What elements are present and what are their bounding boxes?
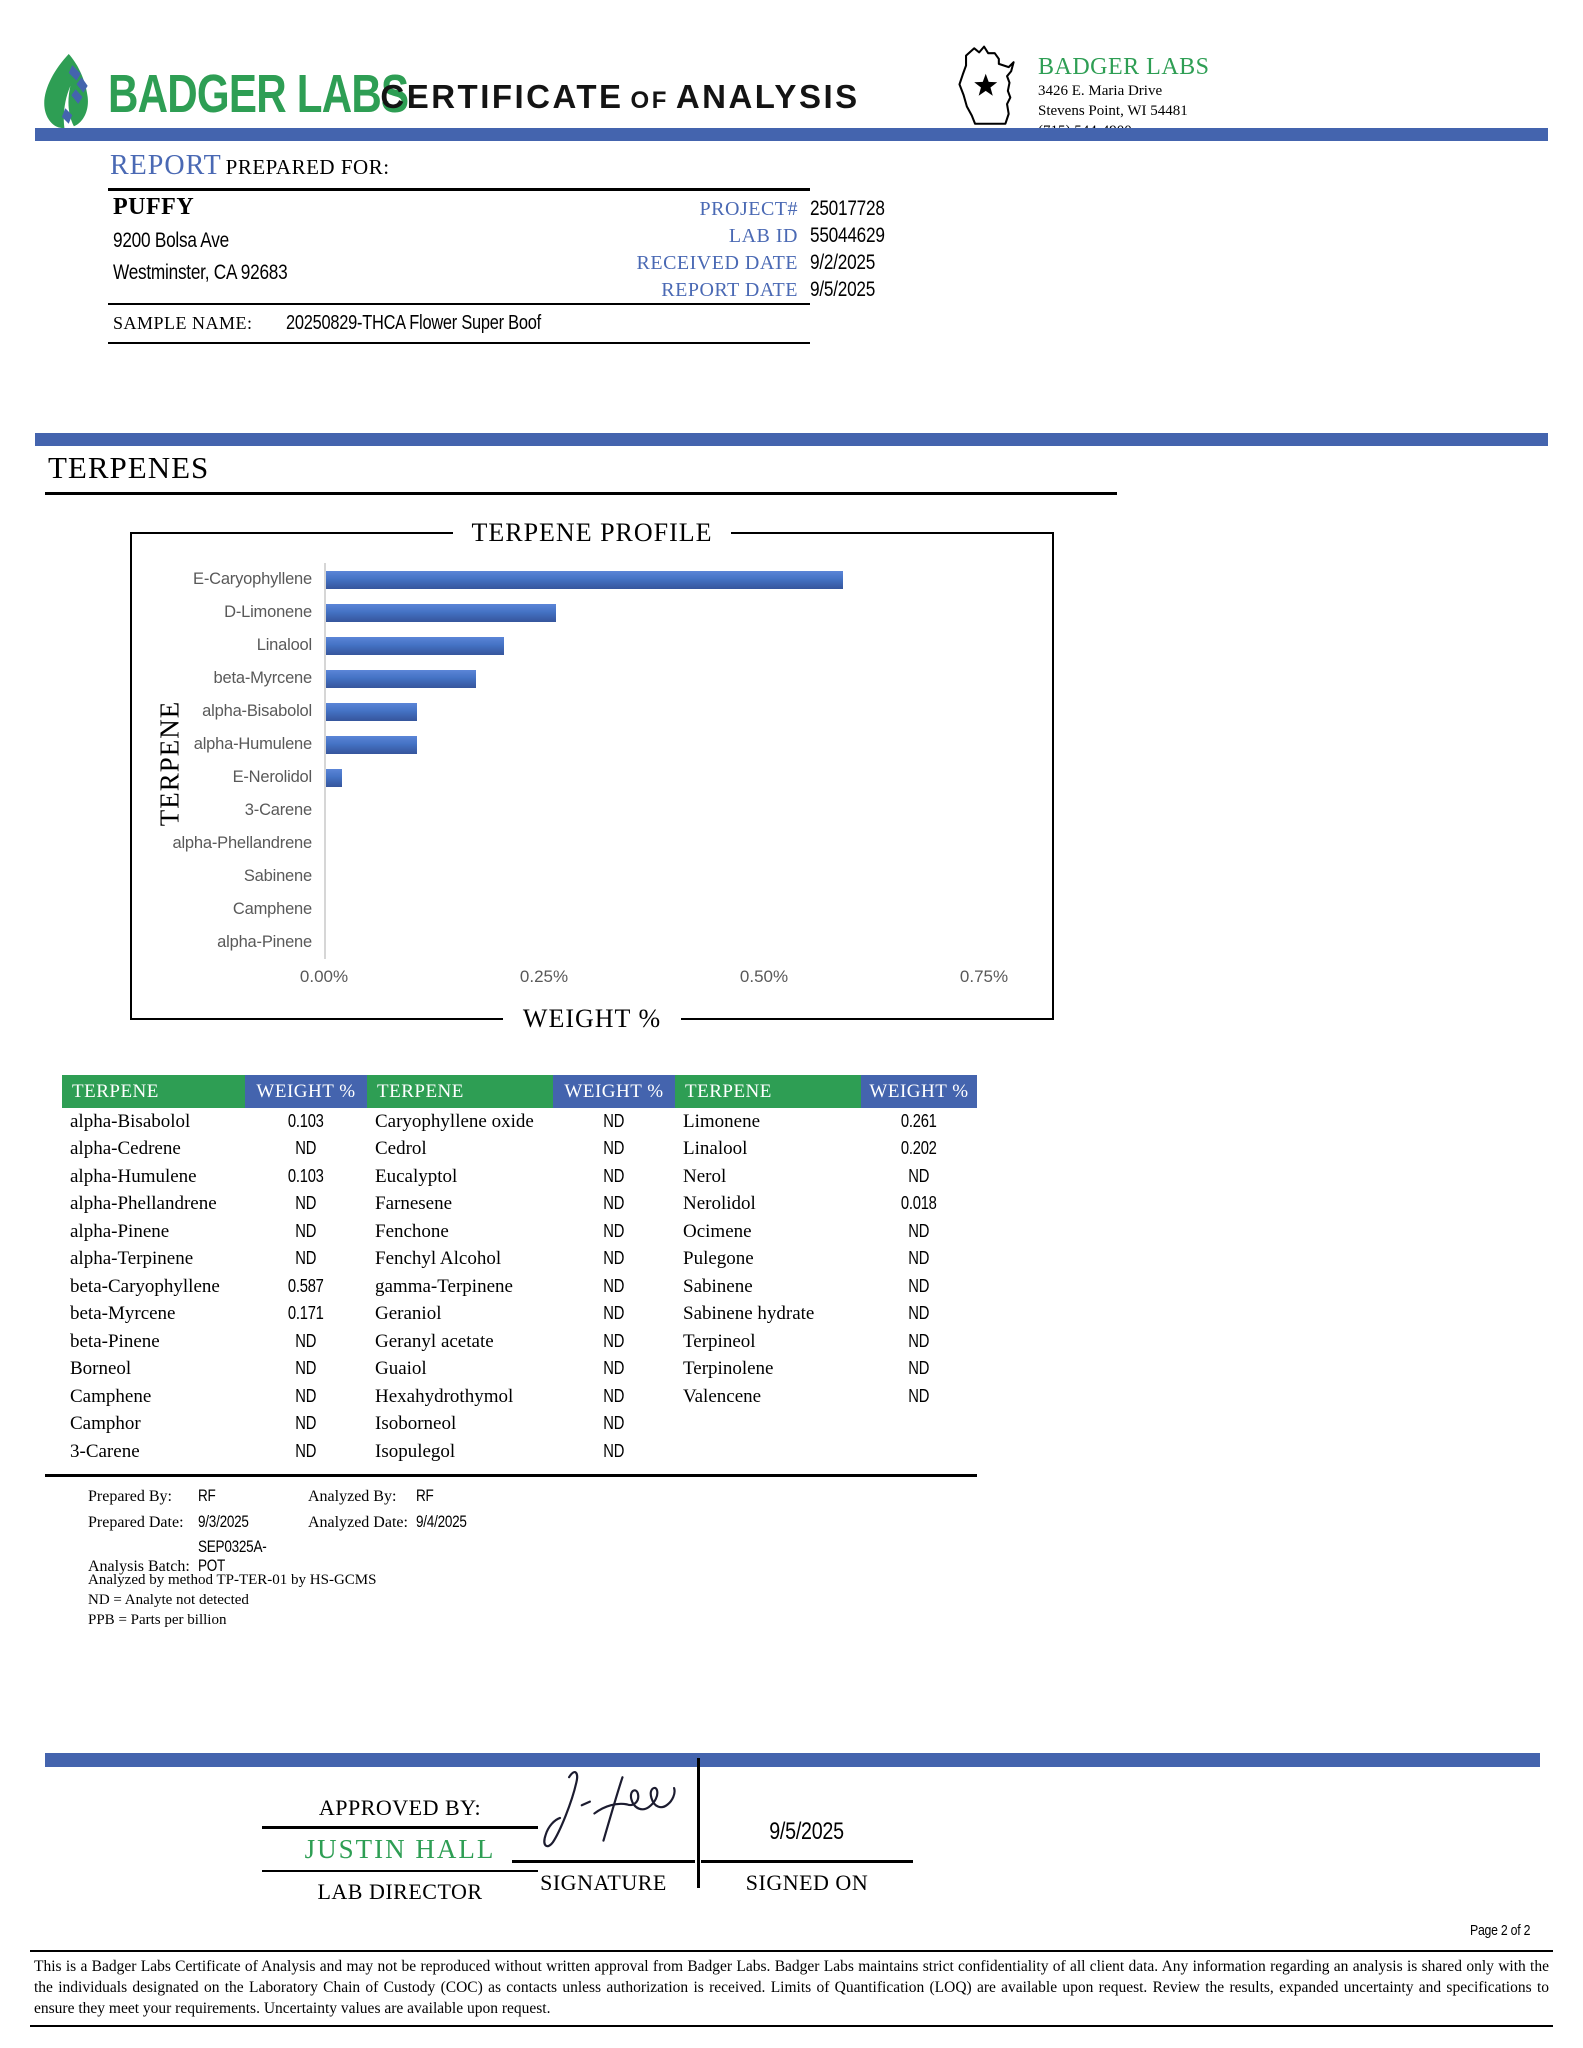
chart-row [152,761,1042,794]
terpene-name-cell: Geraniol [375,1303,442,1325]
chart-bar-track [324,728,1042,761]
terpene-weight-value: ND [295,1220,317,1241]
terpene-weight-value: ND [295,1413,317,1434]
client-address-line2: Westminster, CA 92683 [113,261,288,284]
chart-bar-track [324,761,1042,794]
chart-bar-track [324,827,1042,860]
terpene-name-cell: Sabinene [683,1275,753,1297]
terpene-name-cell: Ocimene [683,1220,752,1242]
chart-bar [326,769,342,787]
rule-above-sample [108,303,810,305]
chart-row [152,695,1042,728]
chart-category-label: D-Limonene [224,603,312,621]
chart-row [152,728,1042,761]
x-tick-label: 0.00% [299,967,349,986]
terpene-weight-value: ND [603,1275,625,1296]
logo-wordmark: BADGER LABS [108,63,409,124]
chart-bar-track [324,629,1042,662]
terpene-weight-value: ND [908,1220,930,1241]
col-header-weight-3: WEIGHT % [861,1075,977,1108]
chart-category-label: alpha-Pinene [217,933,312,951]
chart-row [152,794,1042,827]
terpene-name-cell: alpha-Humulene [70,1165,197,1187]
terpene-name-cell: alpha-Bisabolol [70,1110,191,1132]
client-address-line1: 9200 Bolsa Ave [113,229,229,252]
terpene-results-table [62,1075,977,1466]
terpene-weight-cell [861,1136,977,1164]
chart-bar [326,571,843,589]
terpene-name-cell: Geranyl acetate [375,1330,494,1352]
terpene-weight-value: ND [603,1248,625,1269]
rule-under-terpenes [45,492,1117,495]
leaf-logo-icon [36,50,98,137]
terpene-weight-value: ND [295,1385,317,1406]
terpene-weight-cell [245,1246,367,1274]
terpene-weight-cell [245,1328,367,1356]
terpene-name-cell: alpha-Phellandrene [70,1193,217,1215]
terpene-weight-cell [861,1191,977,1219]
terpene-weight-value: 0.018 [901,1193,937,1214]
disclaimer-text: This is a Badger Labs Certificate of Analysis and may not be reproduced without written approval from Badger Labs. Badger Labs maintains strict confidentiality of all client data. Any information regarding an analysis is shared only with the the individuals designated on the Laboratory Chain of Custody (COC) as contacts unless authorization is received. Limits of Quantification (LOQ) are available upon request. Review the results, expanded uncertainty and specifications to ensure they meet your requirements. Uncertainty values are available upon request. [30,1950,1553,2027]
lab-address-card [948,38,1210,141]
terpene-weight-value: 0.103 [288,1165,324,1186]
terpene-weight-cell [553,1301,675,1329]
signed-on-date: 9/5/2025 [769,1818,845,1845]
terpene-weight-cell [553,1383,675,1411]
terpene-weight-value: ND [603,1303,625,1324]
meta-row-project: PROJECT# 25017728 [699,197,885,220]
terpene-name-cell: beta-Caryophyllene [70,1275,220,1297]
chart-xlabel-row [130,1001,1054,1037]
col-header-weight-1: WEIGHT % [245,1075,367,1108]
chart-category-label: Linalool [256,636,312,654]
wisconsin-map-icon [948,38,1030,141]
table-row [62,1108,977,1136]
client-name: PUFFY [113,194,195,220]
table-row [62,1328,977,1356]
approved-by-line2 [262,1870,538,1873]
meta-row-received: RECEIVED DATE 9/2/2025 [636,251,876,274]
terpene-weight-cell [553,1218,675,1246]
terpene-weight-cell [861,1246,977,1274]
chart-bar-track [324,596,1042,629]
col-header-terpene-3: TERPENE [675,1075,861,1108]
terpene-name-cell: Farnesene [375,1193,453,1215]
terpene-weight-cell [245,1273,367,1301]
chart-xticks [299,959,1042,993]
terpene-name-cell: Cedrol [375,1138,427,1160]
table-row [62,1163,977,1191]
lab-director-role: LAB DIRECTOR [317,1879,483,1904]
report-meta [540,196,960,304]
chart-row [152,596,1042,629]
terpene-weight-value: ND [295,1138,317,1159]
terpene-weight-cell [553,1411,675,1439]
terpene-weight-cell [861,1218,977,1246]
terpene-name-cell: Guaiol [375,1358,427,1380]
terpene-name-cell: Hexahydrothymol [375,1385,514,1407]
terpene-weight-cell [245,1411,367,1439]
terpene-weight-cell [553,1108,675,1136]
table-row [62,1356,977,1384]
terpene-weight-value: 0.261 [901,1110,937,1131]
terpene-weight-value: ND [603,1330,625,1351]
chart-category-label: alpha-Phellandrene [172,834,312,852]
terpene-weight-cell [861,1411,977,1439]
rule-under-table [45,1474,977,1477]
page-number: Page 2 of 2 [1469,1922,1530,1939]
table-row [62,1191,977,1219]
chart-row [152,926,1042,959]
chart-bar-track [324,794,1042,827]
chart-title: TERPENE PROFILE [471,518,713,547]
signed-on-label: SIGNED ON [745,1870,869,1895]
terpene-weight-value: ND [295,1193,317,1214]
chart-bar [326,604,556,622]
terpene-weight-cell [245,1383,367,1411]
chart-category-label: Camphene [232,900,312,918]
document-title: CERTIFICATE OF ANALYSIS [380,78,860,115]
col-header-terpene-1: TERPENE [62,1075,245,1108]
terpene-name-cell: Camphor [70,1413,141,1435]
terpene-name-cell: beta-Pinene [70,1330,160,1352]
chart-y-axis-label: TERPENE [154,700,185,827]
terpene-name-cell: Limonene [683,1110,761,1132]
chart-plot-area [132,533,1052,993]
nd-note: ND = Analyte not detected [88,1592,249,1608]
table-row [62,1411,977,1439]
chart-bottom-line-left [130,1018,503,1021]
terpene-name-cell: Sabinene hydrate [683,1303,815,1325]
terpene-name-cell [675,1438,861,1466]
chart-row [152,827,1042,860]
sample-name-row [113,312,596,335]
terpene-weight-cell [245,1438,367,1466]
terpene-weight-value: ND [908,1248,930,1269]
signature-label: SIGNATURE [540,1870,667,1895]
chart-bar-track [324,860,1042,893]
terpene-name-cell: 3-Carene [70,1440,140,1462]
terpene-name-cell: gamma-Terpinene [375,1275,513,1297]
chart-bar-track [324,695,1042,728]
terpene-weight-cell [245,1136,367,1164]
terpene-weight-value: 0.103 [288,1110,324,1131]
chart-category-label: alpha-Humulene [193,735,312,753]
analysis-row-by: Prepared By: RF Analyzed By: RF [88,1487,434,1505]
divider-bar-bottom [45,1753,1540,1767]
terpene-weight-cell [861,1356,977,1384]
chart-bar-track [324,563,1042,596]
table-row [62,1218,977,1246]
chart-category-label: Sabinene [243,867,312,885]
approved-by-label: APPROVED BY: [318,1795,482,1820]
terpene-name-cell: Camphene [70,1385,152,1407]
terpene-weight-value: ND [603,1385,625,1406]
chart-rows [152,563,1042,959]
terpene-name-cell: Terpineol [683,1330,756,1352]
lab-address-line1: 3426 E. Maria Drive [1038,83,1163,99]
table-row [62,1246,977,1274]
terpene-weight-cell [861,1108,977,1136]
x-tick-label: 0.75% [959,967,1009,986]
lab-address-line2: Stevens Point, WI 54481 [1038,103,1188,119]
chart-bottom-line-right [681,1018,1054,1021]
approved-by-line1 [262,1826,538,1829]
terpene-weight-value: 0.202 [901,1138,937,1159]
terpene-weight-cell [553,1438,675,1466]
terpene-weight-cell [553,1246,675,1274]
terpene-weight-value: ND [603,1110,625,1131]
chart-row [152,563,1042,596]
rule-below-sample [108,342,810,344]
table-row [62,1438,977,1466]
terpene-weight-value: ND [295,1330,317,1351]
terpene-name-cell: Fenchone [375,1220,449,1242]
chart-bar [326,703,417,721]
terpene-weight-cell [861,1383,977,1411]
terpene-name-cell: beta-Myrcene [70,1303,176,1325]
terpene-weight-cell [861,1438,977,1466]
terpene-weight-value: ND [603,1193,625,1214]
approved-by-block [262,1795,538,1905]
chart-row [152,893,1042,926]
terpene-weight-value: ND [603,1440,625,1461]
terpenes-heading: TERPENES [48,450,210,485]
terpene-weight-value: ND [908,1358,930,1379]
terpene-name-cell: Nerol [683,1165,727,1187]
terpene-weight-cell [861,1273,977,1301]
terpene-weight-value: ND [908,1385,930,1406]
terpene-weight-value: 0.587 [288,1275,324,1296]
x-tick-label: 0.50% [739,967,789,986]
meta-row-reportdate: REPORT DATE 9/5/2025 [661,278,876,301]
terpene-name-cell: Nerolidol [683,1193,756,1215]
terpene-name-cell: Valencene [683,1385,762,1407]
chart-bar [326,637,504,655]
terpene-weight-cell [553,1163,675,1191]
terpene-weight-cell [245,1301,367,1329]
chart-category-label: alpha-Bisabolol [202,702,312,720]
terpene-name-cell: alpha-Pinene [70,1220,170,1242]
terpene-weight-cell [861,1328,977,1356]
chart-row [152,629,1042,662]
analysis-row-date: Prepared Date: 9/3/2025 Analyzed Date: 9/4/2025 [88,1513,467,1531]
terpene-table-body [62,1108,977,1466]
terpene-weight-value: ND [295,1440,317,1461]
terpene-name-cell: Borneol [70,1358,132,1380]
terpene-weight-value: ND [295,1358,317,1379]
terpene-weight-value: ND [908,1275,930,1296]
chart-category-label: E-Nerolidol [232,768,312,786]
x-tick-label: 0.25% [519,967,569,986]
terpene-weight-cell [245,1218,367,1246]
table-row [62,1301,977,1329]
signature-image [522,1758,694,1863]
terpene-weight-cell [553,1328,675,1356]
terpene-weight-cell [245,1356,367,1384]
terpene-weight-cell [553,1273,675,1301]
chart-bar [326,736,417,754]
terpene-weight-cell [245,1163,367,1191]
chart-x-axis-label: WEIGHT % [522,1004,662,1033]
terpene-weight-cell [553,1191,675,1219]
terpene-weight-value: ND [603,1220,625,1241]
chart-row [152,662,1042,695]
terpene-weight-value: ND [603,1138,625,1159]
terpene-name-cell: Caryophyllene oxide [375,1110,534,1132]
table-row [62,1136,977,1164]
terpene-weight-value: ND [908,1303,930,1324]
terpene-weight-cell [553,1356,675,1384]
analysis-row-batch: Analysis Batch: SEP0325A-POT [88,1538,267,1575]
terpene-name-cell: Fenchyl Alcohol [375,1248,502,1270]
terpene-weight-cell [245,1191,367,1219]
lab-director-name: JUSTIN HALL [304,1833,496,1864]
terpene-name-cell: alpha-Terpinene [70,1248,194,1270]
divider-bar-top [35,128,1548,141]
table-row [62,1383,977,1411]
terpene-weight-cell [861,1163,977,1191]
terpene-name-cell: alpha-Cedrene [70,1138,181,1160]
terpene-weight-cell [245,1108,367,1136]
meta-row-labid: LAB ID 55044629 [728,224,885,247]
approval-vertical-divider [697,1758,700,1888]
terpene-name-cell: Terpinolene [683,1358,774,1380]
chart-category-label: E-Caryophyllene [193,570,312,588]
analysis-info [88,1486,478,1630]
terpene-name-cell: Eucalyptol [375,1165,458,1187]
terpene-name-cell: Pulegone [683,1248,754,1270]
terpene-name-cell [675,1411,861,1439]
divider-bar-terpenes [35,433,1548,446]
lab-name: BADGER LABS [1038,54,1210,80]
terpene-weight-value: ND [603,1165,625,1186]
client-block [113,194,326,285]
col-header-terpene-2: TERPENE [367,1075,553,1108]
rule-under-report-heading [108,188,810,191]
terpene-weight-value: ND [603,1358,625,1379]
sample-name-label: SAMPLE NAME: [113,313,253,333]
method-note: Analyzed by method TP-TER-01 by HS-GCMS [88,1572,377,1588]
report-prepared-heading: REPORT PREPARED FOR: [110,150,390,181]
col-header-weight-2: WEIGHT % [553,1075,675,1108]
terpene-weight-value: ND [908,1330,930,1351]
table-header-row [62,1075,977,1108]
terpene-weight-value: ND [908,1165,930,1186]
terpene-name-cell: Isopulegol [375,1440,456,1462]
table-row [62,1273,977,1301]
terpene-name-cell: Isoborneol [375,1413,457,1435]
chart-bar-track [324,662,1042,695]
terpene-weight-cell [861,1301,977,1329]
ppb-note: PPB = Parts per billion [88,1612,227,1628]
terpene-weight-value: ND [295,1248,317,1269]
chart-row [152,860,1042,893]
signature-line [512,1860,695,1863]
terpene-weight-cell [553,1136,675,1164]
terpene-name-cell: Linalool [683,1138,748,1160]
chart-bar-track [324,926,1042,959]
sample-name-value: 20250829-THCA Flower Super Boof [285,312,541,334]
terpene-weight-value: 0.171 [288,1303,324,1324]
chart-category-label: 3-Carene [244,801,312,819]
signed-on-line [701,1860,913,1863]
terpene-profile-chart [130,518,1054,1033]
chart-bar [326,670,476,688]
terpene-weight-value: ND [603,1413,625,1434]
chart-category-label: beta-Myrcene [213,669,312,687]
chart-bar-track [324,893,1042,926]
